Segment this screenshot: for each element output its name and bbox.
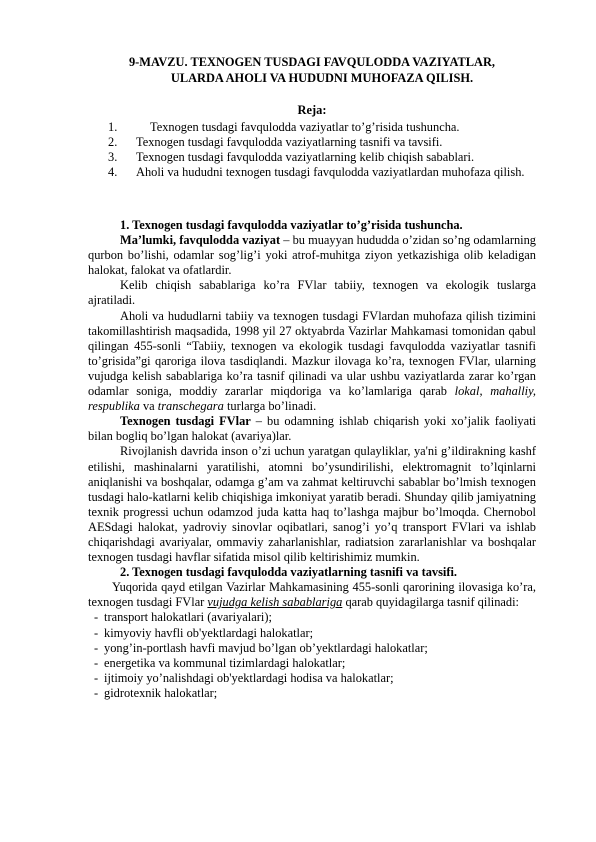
paragraph-text: – bu muayyan hududda o’zidan so’ng odamlarning qurbon bo’lishi, odamlar sog’lig’i yoki atrof-muhitga ziyon yetkazishiga olib keladigan halokat, falokat va ofatlardir. [88, 233, 537, 278]
plan-item-text: Texnogen tusdagi favqulodda vaziyatlarning tasnifi va tavsifi. [136, 135, 443, 150]
paragraph-text: – bu odamning ishlab chiqarish yoki xo’jalik faoliyati bilan bogliq bo’lgan halokat (avariya)lar. [88, 414, 536, 444]
plan-item-number: 3. [108, 150, 118, 165]
paragraph: Kelib chiqish sabablariga ko’ra FVlar tabiiy, texnogen va ekologik tuslarga ajratiladi. [88, 278, 536, 308]
page-title [88, 54, 536, 86]
classification-list [88, 610, 536, 701]
paragraph: Rivojlanish davrida inson o’zi uchun yaratgan qulayliklar, ya'ni g’ildirakning kashf etilishi, mashinalarni yaratilishi, atomni bo’ysundirilishi, elektromagnit to’lqinlarni aniqlanishi va boshqalar, odamga g’am va zahmat keltiruvchi sabablar bo’lmish texnogen tusdagi halo-katlarni kelib chiqishiga imkoniyat yaratib beradi. Shunday qilib jamiyatning texnik progressi uchun odamzod juda katta haq to’lashga majbur bo’lmoqda. Chernobol AESdagi halokat, yadroviy sinovlar oqibatlari, sanog’i yo’q transport FVlari va ishlab chiqarishdagi avariyalar, ommaviy zaharlanishlar, radiatsion zararlanishlar va boshqalar texnogen tusdagi havflar sifatida misol qilib keltirishimiz mumkin. [88, 444, 536, 565]
plan-item-number: 1. [108, 120, 118, 134]
list-item: - transport halokatlari (avariyalari); [88, 610, 536, 625]
document-body [88, 218, 536, 701]
plan-item [88, 165, 536, 180]
plan-item-number: 2. [108, 135, 118, 150]
term-bold: Ma’lumki, favqulodda vaziyat [120, 233, 281, 248]
plan-item [88, 150, 536, 165]
plan-item [88, 135, 536, 150]
title-line-1: 9-MAVZU. TEXNOGEN TUSDAGI FAVQULODDA VAZIYATLAR, [128, 55, 496, 69]
italic-text: transchegara [157, 399, 224, 414]
paragraph [88, 414, 536, 444]
paragraph-text: Yuqorida qayd etilgan Vazirlar Mahkamasining 455-sonli qarorining ilovasiga ko’ra, texnogen tusdagi FVlar [88, 580, 536, 610]
paragraph-text: turlarga bo’linadi. [223, 399, 317, 414]
paragraph [88, 580, 536, 610]
list-item: - yong’in-portlash havfi mavjud bo’lgan ob’yektlardagi halokatlar; [88, 641, 536, 656]
list-item: - gidrotexnik halokatlar; [88, 686, 536, 701]
italic-text: lokal, mahalliy, respublika [88, 384, 537, 414]
paragraph-text: qarab quyidagilarga tasnif qilinadi: [342, 595, 519, 610]
paragraph [88, 309, 536, 415]
list-item: - energetika va kommunal tizimlardagi halokatlar; [88, 656, 536, 671]
plan-item-text: Texnogen tusdagi favqulodda vaziyatlarning kelib chiqish sabablari. [136, 150, 475, 165]
list-item: - kimyoviy havfli ob'yektlardagi halokatlar; [88, 626, 536, 641]
list-item: - ijtimoiy yo’nalishdagi ob'yektlardagi hodisa va halokatlar; [88, 671, 536, 686]
section-2-heading: 2. Texnogen tusdagi favqulodda vaziyatlarning tasnifi va tavsifi. [120, 565, 458, 580]
paragraph-text: va [139, 399, 158, 414]
term-bold: Texnogen tusdagi FVlar [120, 414, 251, 429]
plan-heading: Reja: [297, 103, 327, 117]
plan-item-text: Texnogen tusdagi favqulodda vaziyatlar to’g’risida tushuncha. [150, 120, 460, 134]
paragraph [88, 233, 536, 278]
plan-list [88, 120, 536, 180]
plan-item [88, 120, 536, 135]
underlined-text: vujudga kelish sabablariga [207, 595, 343, 610]
paragraph-text: Aholi va hududlarni tabiiy va texnogen tusdagi FVlardan muhofaza qilish tizimini takomillashtirish maqsadida, 1998 yil 27 oktyabrda Vazirlar Mahkamasi tomonidan qabul qilingan 455-sonli “Tabiiy, texnogen va ekologik tusdagi favqulodda vaziyatlar tasnifi to’grisida”gi qaroriga ilova tasdiqlandi. Mazkur ilovaga ko’ra, texnogen FVlar, ularning vujudga kelish sabablariga ko’ra tasnif qilinadi va ular ushbu vaziyatlarda zarar ko’rgan odamlar soniga, moddiy zararlar miqdoriga va ko’lamlariga qarab [88, 308, 536, 399]
plan-item-number: 4. [108, 165, 118, 180]
plan-item-text: Aholi va hududni texnogen tusdagi favqulodda vaziyatlardan muhofaza qilish. [136, 165, 525, 180]
section-1-heading: 1. Texnogen tusdagi favqulodda vaziyatlar to’g’risida tushuncha. [120, 218, 463, 232]
title-line-2: ULARDA AHOLI VA HUDUDNI MUHOFAZA QILISH. [170, 71, 474, 85]
